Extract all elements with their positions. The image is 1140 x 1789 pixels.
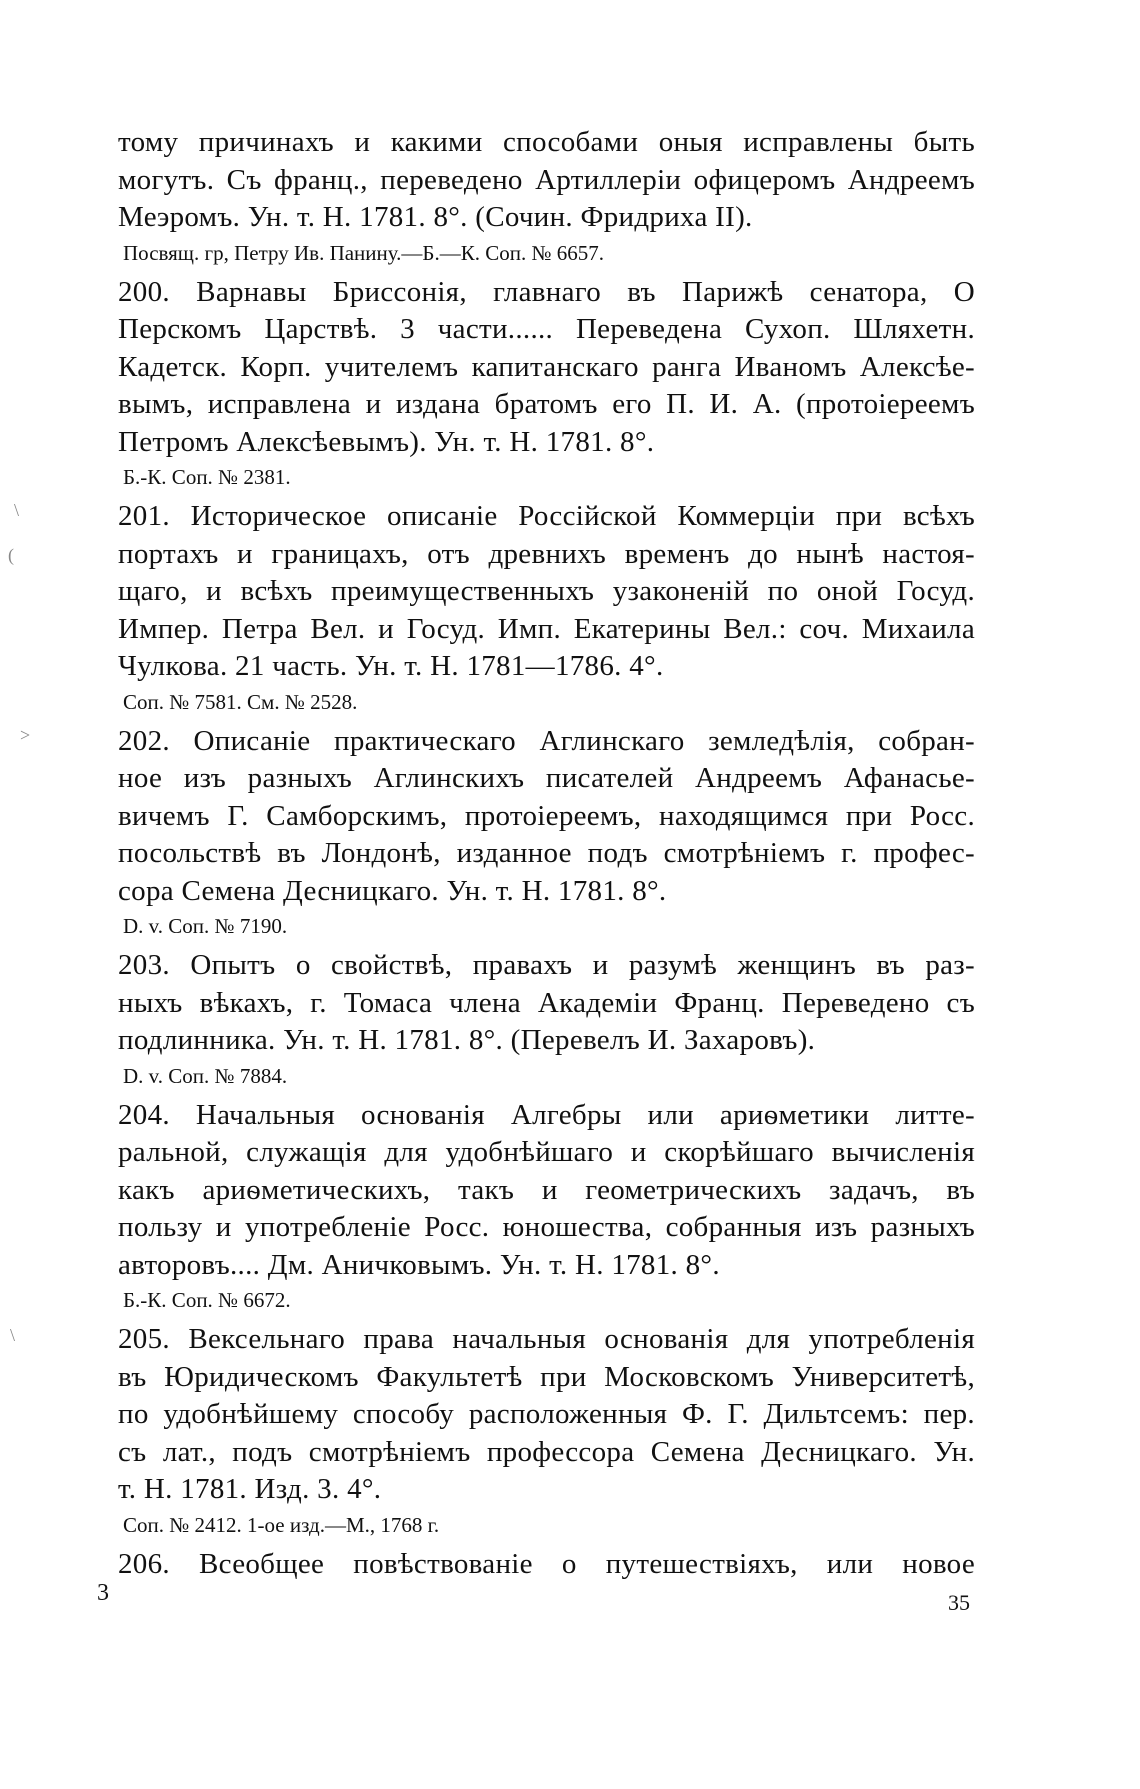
text-line: т. Н. 1781. Изд. 3. 4°. [118, 1473, 382, 1505]
entry-note: Б.-К. Соп. № 2381. [123, 465, 291, 489]
text-line: Кадетск. Корп. учителемъ капитанскаго ранга Иваномъ Алексѣе- [118, 350, 975, 383]
text-line: Петромъ Алексѣевымъ). Ун. т. Н. 1781. 8°. [118, 425, 655, 458]
entry-205 [118, 1321, 975, 1542]
text-line: щаго, и всѣхъ преимущественныхъ узаконеній по оной Госуд. [118, 575, 975, 607]
entry-202 [118, 723, 975, 944]
text-line: 206. Всеобщее повѣствованіе о путешествіяхъ, или новое [118, 1547, 975, 1580]
entry-note: Посвящ. гр, Петру Ив. Панину.—Б.—К. Соп. № 6657. [123, 240, 605, 265]
text-line: 201. Историческое описаніе Россійской Коммерціи при всѣхъ [118, 500, 975, 532]
text-line: вымъ, исправлена и издана братомъ его П. И. А. (протоіереемъ [118, 388, 975, 420]
text-line: по удобнѣйшему способу расположенныя Ф. Г. Дильтсемъ: пер. [118, 1398, 975, 1430]
text-line: авторовъ.... Дм. Аничковымъ. Ун. т. Н. 1781. 8°. [118, 1248, 720, 1281]
margin-mark: ( [8, 545, 14, 565]
text-line: въ Юридическомъ Факультетѣ при Московскомъ Университетѣ, [118, 1360, 975, 1393]
text-line: вичемъ Г. Самборскимъ, протоіереемъ, находящимся при Росс. [118, 799, 975, 832]
entry-note: Соп. № 7581. См. № 2528. [123, 689, 358, 714]
entry-note: Соп. № 2412. 1-ое изд.—М., 1768 г. [123, 1512, 440, 1537]
margin-mark: > [20, 725, 31, 745]
margin-mark: \ [14, 500, 20, 520]
text-line: Импер. Петра Вел. и Госуд. Имп. Екатерины Вел.: соч. Михаила [118, 612, 975, 645]
text-line: съ лат., подъ смотрѣніемъ профессора Семена Десницкаго. Ун. [118, 1435, 975, 1468]
text-line: 204. Начальныя основанія Алгебры или ариѳметики литте- [118, 1098, 975, 1131]
text-line: 205. Вексельнаго права начальныя основанія для употребленія [118, 1323, 975, 1355]
text-line: какъ ариѳметическихъ, такъ и геометрическихъ задачъ, въ [118, 1173, 975, 1206]
text-line: 200. Варнавы Бриссонія, главнаго въ Парижѣ сенатора, О [118, 275, 975, 308]
text-line: ное изъ разныхъ Аглинскихъ писателей Андреемъ Афанасье- [118, 762, 975, 794]
text-line: 203. Опытъ о свойствѣ, правахъ и разумѣ женщинъ въ раз- [118, 949, 975, 981]
entry-note: Б.-К. Соп. № 6672. [123, 1288, 291, 1312]
text-line: Чулкова. 21 часть. Ун. т. Н. 1781—1786. 4°. [118, 650, 664, 682]
entry-continuation [118, 124, 975, 270]
page-number: 35 [948, 1590, 970, 1615]
text-line: Перскомъ Царствѣ. 3 части...... Переведена Сухоп. Шляхетн. [118, 313, 975, 345]
text-line: ральной, служащія для удобнѣйшаго и скорѣйшаго вычисленія [118, 1136, 975, 1168]
text-line: могутъ. Съ франц., переведено Артиллеріи офицеромъ Андреемъ [118, 163, 975, 196]
entry-200 [118, 274, 975, 495]
text-line: портахъ и границахъ, отъ древнихъ временъ до нынѣ настоя- [118, 537, 975, 570]
signature-mark: 3 [97, 1580, 109, 1606]
text-line: посольствѣ въ Лондонѣ, изданное подъ смотрѣніемъ г. профес- [118, 837, 975, 869]
entry-201 [118, 498, 975, 719]
text-line: сора Семена Десницкаго. Ун. т. Н. 1781. 8°. [118, 874, 667, 907]
main-text [118, 124, 975, 1583]
text-line: Меэромъ. Ун. т. Н. 1781. 8°. (Сочин. Фридриха II). [118, 201, 753, 233]
entry-204 [118, 1097, 975, 1318]
entry-note: D. v. Соп. № 7884. [123, 1063, 288, 1088]
entry-note: D. v. Соп. № 7190. [123, 914, 288, 938]
text-line: пользу и употребленіе Росс. юношества, собранныя изъ разныхъ [118, 1211, 975, 1243]
entry-203 [118, 947, 975, 1093]
entry-206 [118, 1546, 975, 1584]
text-line: тому причинахъ и какими способами оныя исправлены быть [118, 126, 975, 158]
text-line: 202. Описаніе практическаго Аглинскаго земледѣлія, собран- [118, 724, 975, 757]
margin-mark: \ [10, 1325, 16, 1345]
text-line: подлинника. Ун. т. Н. 1781. 8°. (Перевелъ И. Захаровъ). [118, 1024, 816, 1056]
text-line: ныхъ вѣкахъ, г. Томаса члена Академіи Франц. Переведено съ [118, 986, 975, 1019]
